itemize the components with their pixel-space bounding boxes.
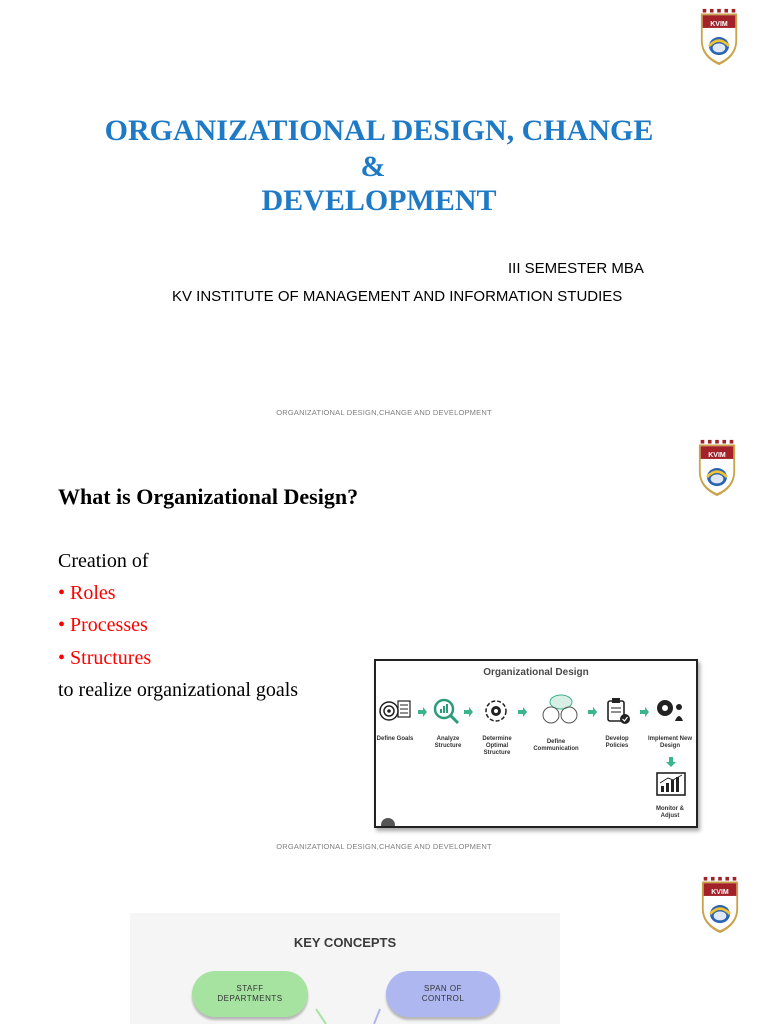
title-line-2: & (360, 150, 386, 183)
logo-text: KVIM (711, 889, 729, 896)
diagram-title: Organizational Design (483, 667, 589, 678)
speech-bubbles-icon (543, 695, 577, 723)
step-label-define-goals: Define Goals (376, 736, 414, 742)
gear-person-icon (657, 700, 683, 721)
concept-line: STAFF (236, 984, 264, 993)
step-label-communication: Define Communication (533, 739, 579, 752)
title-line-1: ORGANIZATIONAL DESIGN, CHANGE (104, 114, 654, 147)
kvim-logo (697, 876, 743, 934)
arrow-icon (418, 707, 427, 717)
slide-footer: ORGANIZATIONAL DESIGN,CHANGE AND DEVELOPMENT (276, 408, 492, 417)
monitor-chart-icon (657, 773, 685, 795)
concept-line: SPAN OF (423, 984, 463, 993)
arrow-icon (464, 707, 473, 717)
magnifier-chart-icon (435, 700, 458, 723)
logo-text: KVIM (710, 21, 728, 28)
key-concepts-title: KEY CONCEPTS (293, 935, 397, 950)
bullet-label: Roles (70, 582, 116, 604)
title-slide (0, 0, 768, 430)
bullet-label: Structures (70, 647, 152, 669)
semester-text: III SEMESTER MBA (508, 260, 644, 277)
outro-text: to realize organizational goals (58, 679, 299, 701)
intro-text: Creation of (58, 550, 149, 572)
concept-line: CONTROL (421, 994, 465, 1003)
step-label-policies: Develop Policies (605, 736, 629, 749)
slide-footer: ORGANIZATIONAL DESIGN,CHANGE AND DEVELOPMENT (276, 842, 492, 851)
bullet-label: Processes (70, 614, 148, 636)
institute-text: KV INSTITUTE OF MANAGEMENT AND INFORMATION STUDIES (172, 288, 623, 305)
connector-lines (130, 913, 560, 1024)
target-icon (380, 701, 410, 720)
bullet-roles: • Roles (58, 582, 116, 604)
concept-line: DEPARTMENTS (217, 994, 283, 1003)
bullet-structures: • Structures (58, 647, 152, 669)
kvim-logo (696, 8, 742, 66)
arrow-icon (518, 707, 527, 717)
kvim-logo (694, 439, 740, 497)
clipboard-check-icon (608, 698, 630, 724)
arrow-icon (640, 707, 649, 717)
title-line-3: DEVELOPMENT (261, 184, 497, 217)
key-concepts-panel (130, 913, 560, 1024)
slide-heading: What is Organizational Design? (58, 484, 359, 509)
step-label-determine: Determine Optimal Structure (482, 736, 512, 756)
logo-text: KVIM (708, 452, 726, 459)
arrow-icon (588, 707, 597, 717)
step-label-monitor: Monitor & Adjust (656, 806, 684, 819)
org-design-diagram (374, 659, 698, 828)
step-label-implement: Implement New Design (648, 736, 693, 749)
bullet-processes: • Processes (58, 614, 148, 636)
step-label-analyze: Analyze Structure (434, 736, 462, 749)
gear-cycle-icon (486, 701, 506, 721)
arrow-down-icon (666, 757, 676, 767)
